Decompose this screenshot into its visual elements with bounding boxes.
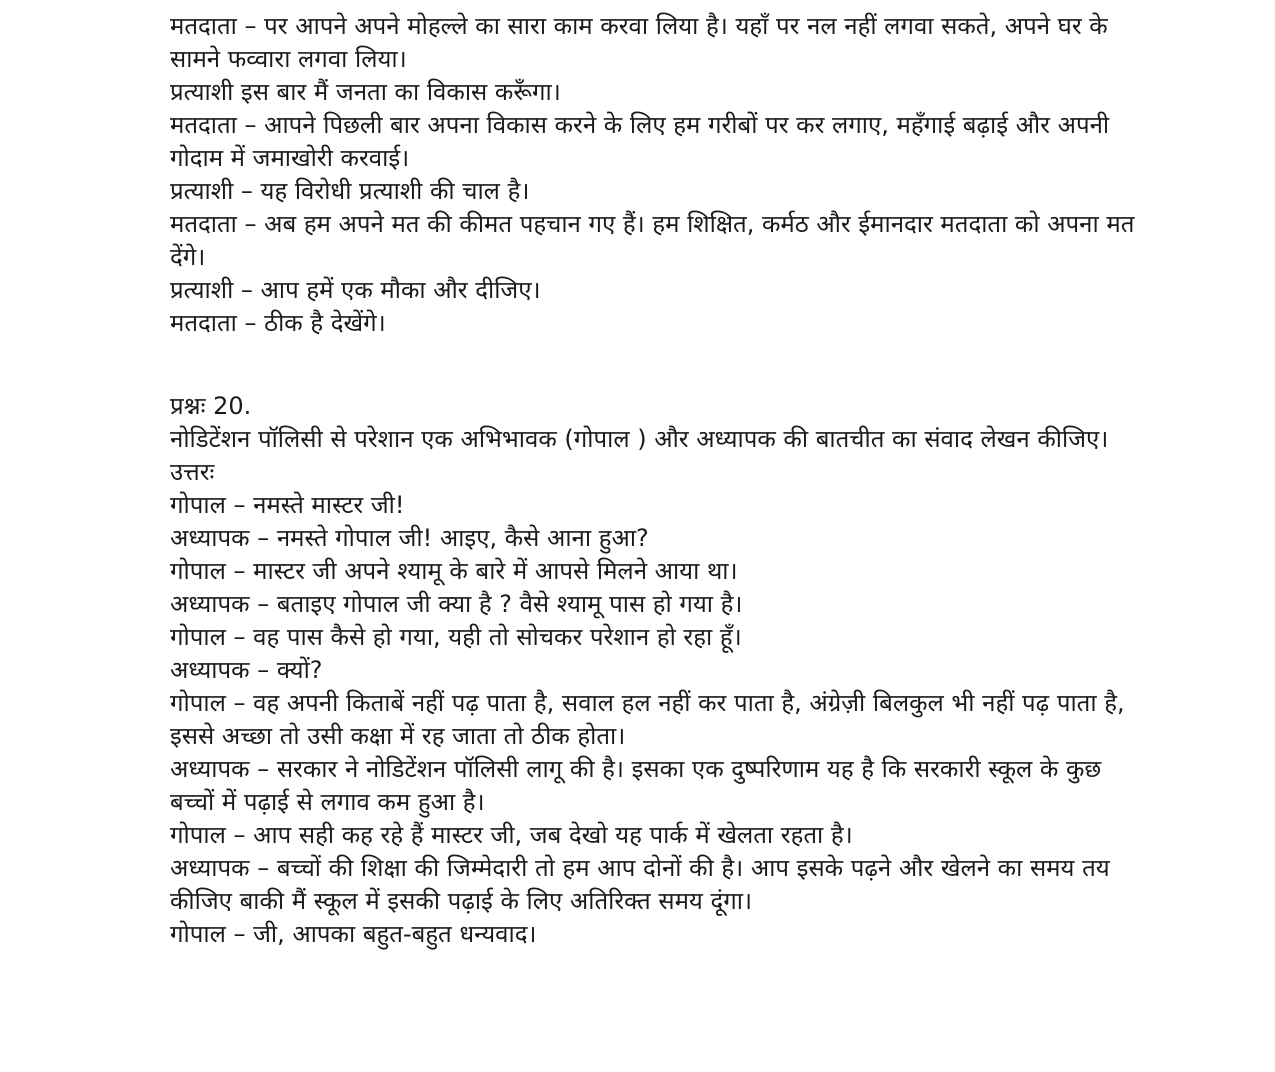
- section-spacer: [170, 340, 1150, 390]
- dialogue-line: अध्यापक – सरकार ने नोडिटेंशन पॉलिसी लागू की है। इसका एक दुष्परिणाम यह है कि सरकारी स्कूल के कुछ बच्चों में पढ़ाई से लगाव कम हुआ है।: [170, 755, 1102, 816]
- dialogue-line: प्रत्याशी – आप हमें एक मौका और दीजिए।: [170, 276, 541, 304]
- dialogue-line: गोपाल – नमस्ते मास्टर जी!: [170, 491, 405, 519]
- dialogue-line: मतदाता – अब हम अपने मत की कीमत पहचान गए हैं। हम शिक्षित, कर्मठ और ईमानदार मतदाता को अपना मत देंगे।: [170, 210, 1135, 271]
- dialogue-section-2: [170, 489, 1150, 951]
- question-block: [170, 390, 1150, 489]
- dialogue-line: गोपाल – मास्टर जी अपने श्यामू के बारे में आपसे मिलने आया था।: [170, 557, 738, 585]
- dialogue-line: अध्यापक – क्यों?: [170, 656, 323, 684]
- dialogue-line: अध्यापक – बच्चों की शिक्षा की जिम्मेदारी तो हम आप दोनों की है। आप इसके पढ़ने और खेलने का समय तय कीजिए बाकी मैं स्कूल में इसकी पढ़ाई के लिए अतिरिक्त समय दूंगा।: [170, 854, 1110, 915]
- dialogue-line: मतदाता – ठीक है देखेंगे।: [170, 309, 386, 337]
- dialogue-line: प्रत्याशी इस बार मैं जनता का विकास करूँगा।: [170, 78, 561, 106]
- dialogue-line: अध्यापक – बताइए गोपाल जी क्या है ? वैसे श्यामू पास हो गया है।: [170, 590, 743, 618]
- document-body: [170, 10, 1150, 951]
- dialogue-section-1: [170, 10, 1150, 340]
- dialogue-line: गोपाल – वह पास कैसे हो गया, यही तो सोचकर परेशान हो रहा हूँ।: [170, 623, 742, 651]
- question-text: नोडिटेंशन पॉलिसी से परेशान एक अभिभावक (गोपाल ) और अध्यापक की बातचीत का संवाद लेखन कीजिए।: [170, 425, 1109, 453]
- answer-label: उत्तरः: [170, 458, 215, 486]
- dialogue-line: गोपाल – जी, आपका बहुत-बहुत धन्यवाद।: [170, 920, 537, 948]
- dialogue-line: गोपाल – आप सही कह रहे हैं मास्टर जी, जब देखो यह पार्क में खेलता रहता है।: [170, 821, 853, 849]
- dialogue-line: प्रत्याशी – यह विरोधी प्रत्याशी की चाल है।: [170, 177, 530, 205]
- dialogue-line: गोपाल – वह अपनी किताबें नहीं पढ़ पाता है, सवाल हल नहीं कर पाता है, अंग्रेज़ी बिलकुल भी नहीं पढ़ पाता है, इससे अच्छा तो उसी कक्षा में रह जाता तो ठीक होता।: [170, 689, 1125, 750]
- dialogue-line: अध्यापक – नमस्ते गोपाल जी! आइए, कैसे आना हुआ?: [170, 524, 649, 552]
- dialogue-line: मतदाता – आपने पिछली बार अपना विकास करने के लिए हम गरीबों पर कर लगाए, महँगाई बढ़ाई और अपनी गोदाम में जमाखोरी करवाई।: [170, 111, 1110, 172]
- dialogue-line: मतदाता – पर आपने अपने मोहल्ले का सारा काम करवा लिया है। यहाँ पर नल नहीं लगवा सकते, अपने घर के सामने फव्वारा लगवा लिया।: [170, 12, 1108, 73]
- question-number: प्रश्नः 20.: [170, 392, 252, 420]
